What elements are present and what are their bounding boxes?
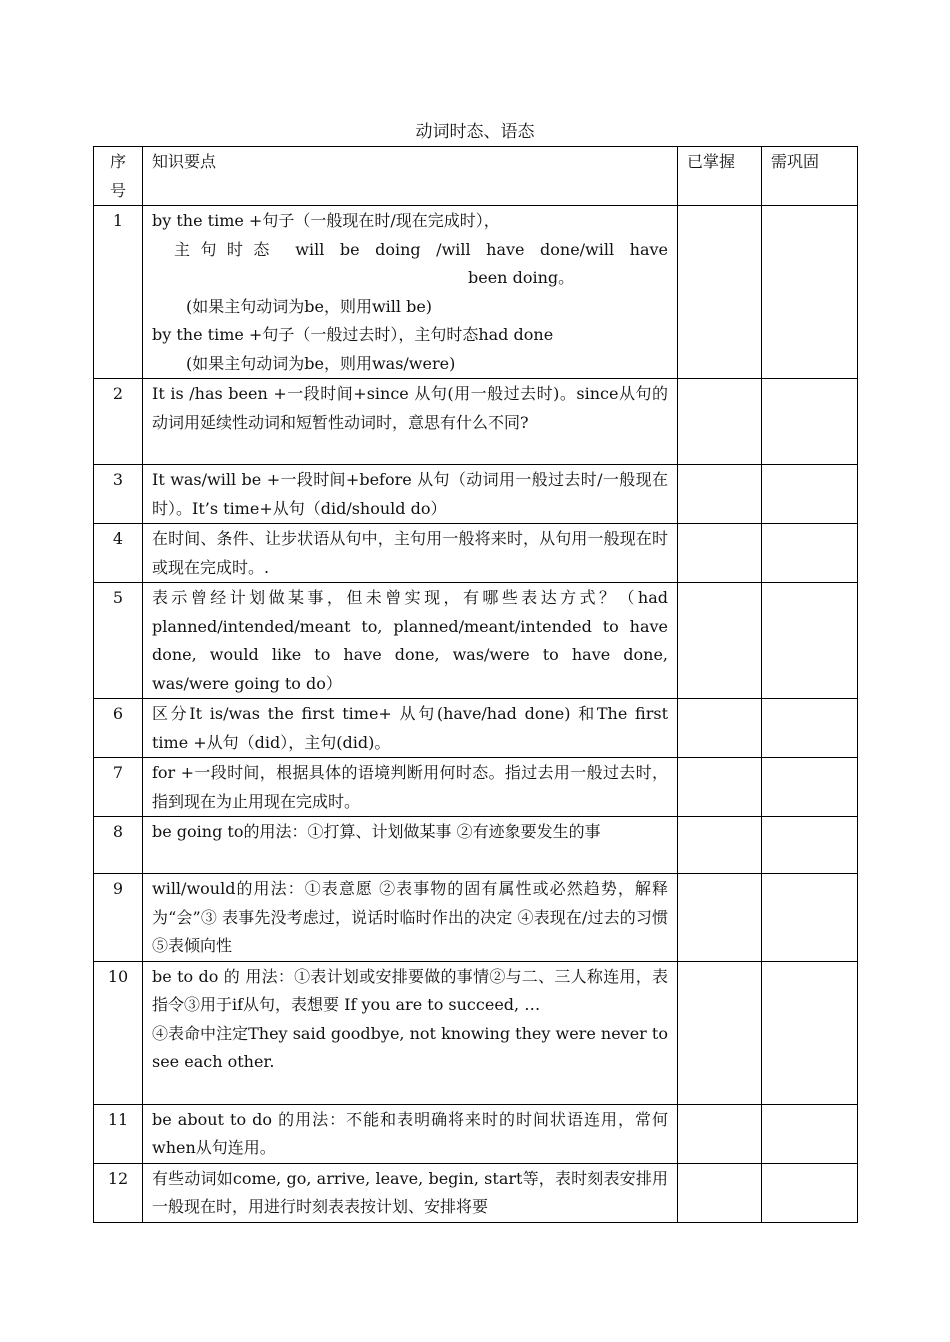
row-number: 10 (94, 961, 143, 1104)
table-row (94, 379, 858, 465)
mastered-cell[interactable] (678, 817, 762, 874)
table-row (94, 206, 858, 379)
knowledge-table (93, 146, 858, 1223)
needs-review-cell[interactable] (762, 1104, 858, 1163)
mastered-cell[interactable] (678, 583, 762, 699)
row-number: 2 (94, 379, 143, 465)
needs-review-cell[interactable] (762, 699, 858, 758)
row-number: 7 (94, 758, 143, 817)
mastered-cell[interactable] (678, 465, 762, 524)
knowledge-point: It is /has been +一段时间+since 从句(用一般过去时)。since从句的动词用延续性动词和短暂性动词时，意思有什么不同? (143, 379, 678, 465)
mastered-cell[interactable] (678, 206, 762, 379)
point-line: by the time +句子（一般现在时/现在完成时）， (152, 211, 500, 230)
row-number: 1 (94, 206, 143, 379)
point-line: (如果主句动词为be，则用was/were) (186, 353, 456, 373)
table-row (94, 874, 858, 962)
needs-review-cell[interactable] (762, 874, 858, 962)
row-number: 9 (94, 874, 143, 962)
knowledge-point: will/would的用法：①表意愿 ②表事物的固有属性或必然趋势，解释为“会”③ 表事先没考虑过，说话时临时作出的决定 ④表现在/过去的习惯 ⑤表倾向性 (143, 874, 678, 962)
knowledge-point (143, 961, 678, 1104)
header-number-line1: 序 (109, 152, 126, 171)
row-number: 12 (94, 1163, 143, 1222)
mastered-cell[interactable] (678, 1163, 762, 1222)
knowledge-point: be about to do 的用法：不能和表明确将来时的时间状语连用，常何when从句连用。 (143, 1104, 678, 1163)
table-row (94, 465, 858, 524)
needs-review-cell[interactable] (762, 961, 858, 1104)
row-number: 4 (94, 524, 143, 583)
header-row (94, 147, 858, 206)
row-number: 8 (94, 817, 143, 874)
needs-review-cell[interactable] (762, 1163, 858, 1222)
point-line: by the time +句子（一般过去时），主句时态had done (152, 325, 554, 344)
needs-review-cell[interactable] (762, 817, 858, 874)
page-title: 动词时态、语态 (415, 122, 535, 142)
needs-review-cell[interactable] (762, 583, 858, 699)
row-number: 3 (94, 465, 143, 524)
point-line: 主句时态 will be doing /will have done/will have (174, 239, 668, 259)
header-number (94, 147, 143, 206)
mastered-cell[interactable] (678, 758, 762, 817)
table-row (94, 583, 858, 699)
knowledge-point: 表示曾经计划做某事，但未曾实现，有哪些表达方式？（had planned/intended/meant to, planned/meant/intended to have done, would like to have done, was/were to have done, was/were going to do） (143, 583, 678, 699)
mastered-cell[interactable] (678, 379, 762, 465)
point-line: been doing。 (468, 268, 575, 287)
row-number: 5 (94, 583, 143, 699)
knowledge-point: 区分It is/was the first time+ 从句(have/had done) 和The first time +从句（did），主句(did)。 (143, 699, 678, 758)
mastered-cell[interactable] (678, 524, 762, 583)
knowledge-point: It was/will be +一段时间+before 从句（动词用一般过去时/一般现在时）。It’s time+从句（did/should do） (143, 465, 678, 524)
mastered-cell[interactable] (678, 699, 762, 758)
needs-review-cell[interactable] (762, 758, 858, 817)
row-number: 6 (94, 699, 143, 758)
knowledge-point (143, 206, 678, 379)
knowledge-point: 在时间、条件、让步状语从句中，主句用一般将来时，从句用一般现在时或现在完成时。. (143, 524, 678, 583)
table-row (94, 817, 858, 874)
needs-review-cell[interactable] (762, 465, 858, 524)
table-row (94, 524, 858, 583)
knowledge-point: be going to的用法：①打算、计划做某事 ②有迹象要发生的事 (143, 817, 678, 874)
mastered-cell[interactable] (678, 961, 762, 1104)
table-row (94, 758, 858, 817)
table-row (94, 1104, 858, 1163)
row-number: 11 (94, 1104, 143, 1163)
point-line: be to do 的 用法：①表计划或安排要做的事情②与二、三人称连用，表指令③用于if从句，表想要 If you are to succeed, … (152, 966, 668, 1014)
needs-review-cell[interactable] (762, 206, 858, 379)
header-knowledge-point: 知识要点 (143, 147, 678, 206)
knowledge-point: 有些动词如come, go, arrive, leave, begin, start等，表时刻表安排用一般现在时，用进行时刻表表按计划、安排将要 (143, 1163, 678, 1222)
needs-review-cell[interactable] (762, 379, 858, 465)
knowledge-point: for +一段时间，根据具体的语境判断用何时态。指过去用一般过去时，指到现在为止用现在完成时。 (143, 758, 678, 817)
table-row (94, 1163, 858, 1222)
table-row (94, 699, 858, 758)
point-line: ④表命中注定They said goodbye, not knowing they were never to see each other. (152, 1023, 668, 1071)
mastered-cell[interactable] (678, 1104, 762, 1163)
point-line: (如果主句动词为be，则用will be) (186, 296, 433, 316)
header-mastered: 已掌握 (678, 147, 762, 206)
needs-review-cell[interactable] (762, 524, 858, 583)
header-needs-review: 需巩固 (762, 147, 858, 206)
mastered-cell[interactable] (678, 874, 762, 962)
header-number-line2: 号 (109, 180, 126, 200)
table-row (94, 961, 858, 1104)
